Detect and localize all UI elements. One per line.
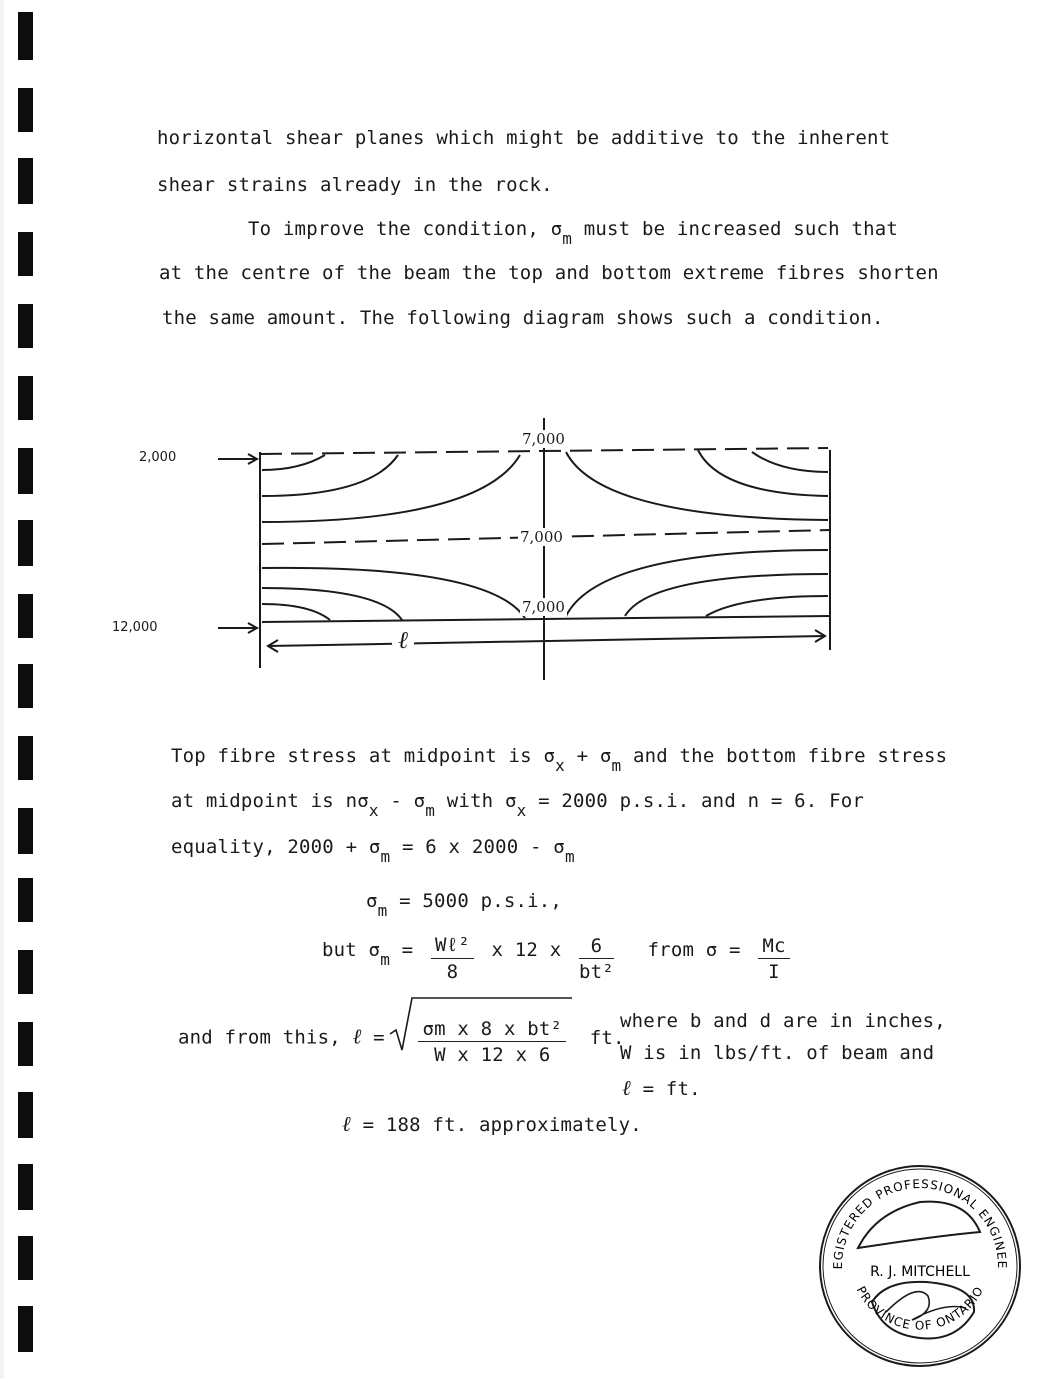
- contour-label-bottom: 7,000: [522, 598, 565, 616]
- contour-label-middle: 7,000: [520, 528, 563, 546]
- contour-label-top: 7,000: [522, 430, 565, 448]
- paragraph-line-3: To improve the condition, $\sigma_m$ must be increased such that: [248, 218, 899, 248]
- fraction-6-over-bt2: $\frac{6}{\text{bt²}}$: [578, 934, 614, 983]
- calc-line-1: Top fibre stress at midpoint is $\sigma_x + \sigma_m$ and the bottom fibre stress: [171, 745, 948, 775]
- paragraph-line-4: at the centre of the beam the top and bottom extreme fibres shorten: [159, 262, 939, 284]
- svg-text:REGISTERED PROFESSIONAL ENGINE: [816, 1162, 1009, 1269]
- paragraph-line-2: shear strains already in the rock.: [157, 174, 553, 196]
- calc-line-5: but $\sigma_m$ = $\frac{\text{Wℓ²}}{8}$ x 12 x $\frac{6}{\text{bt²}}$ from σ = $\frac{Mc}{I}$: [322, 926, 796, 975]
- top-load-label: 2,000: [139, 450, 177, 465]
- result-line: ℓ = 188 ft. approximately.: [342, 1112, 642, 1136]
- seal-top-text: EGISTERED PROFESSIONAL ENGINEE: [830, 1176, 1010, 1270]
- note-line-1: where b and d are in inches,: [620, 1010, 946, 1032]
- calc-line-3: equality, $2000 + \sigma_m = 6$ x $2000 - \sigma_m$: [171, 836, 575, 866]
- seal-name: R. J. MITCHELL: [870, 1264, 970, 1280]
- seal-bottom-text: PROVINCE OF ONTARIO: [853, 1283, 987, 1333]
- paragraph-line-5: the same amount. The following diagram shows such a condition.: [162, 307, 884, 329]
- note-line-2: W is in lbs/ft. of beam and: [620, 1042, 935, 1064]
- calc-line-6: and from this, ℓ = $\frac{\text{σm x 8 x bt²}}{\text{W x 12 x 6}}$ ft.: [178, 1014, 625, 1062]
- note-line-3: ℓ = ft.: [622, 1076, 701, 1100]
- paragraph-line-1: horizontal shear planes which might be additive to the inherent: [157, 127, 891, 149]
- fraction-mc-over-i: $\frac{Mc}{I}$: [758, 935, 789, 983]
- bottom-load-label: 12,000: [112, 620, 158, 635]
- span-length-label: ℓ: [392, 626, 414, 655]
- square-root-expression: $\frac{\text{σm x 8 x bt²}}{\text{W x 12 x 6}}$: [400, 1014, 572, 1062]
- calc-line-2: at midpoint is $n\sigma_x - \sigma_m$ with $\sigma_x = 2000$ p.s.i. and n = 6. For: [171, 790, 864, 820]
- fraction-wl2-over-8: $\frac{\text{Wℓ²}}{8}$: [431, 934, 474, 983]
- calc-line-4: $\sigma_m = 5000$ p.s.i.,: [366, 890, 563, 920]
- engineer-seal: [816, 1162, 1024, 1370]
